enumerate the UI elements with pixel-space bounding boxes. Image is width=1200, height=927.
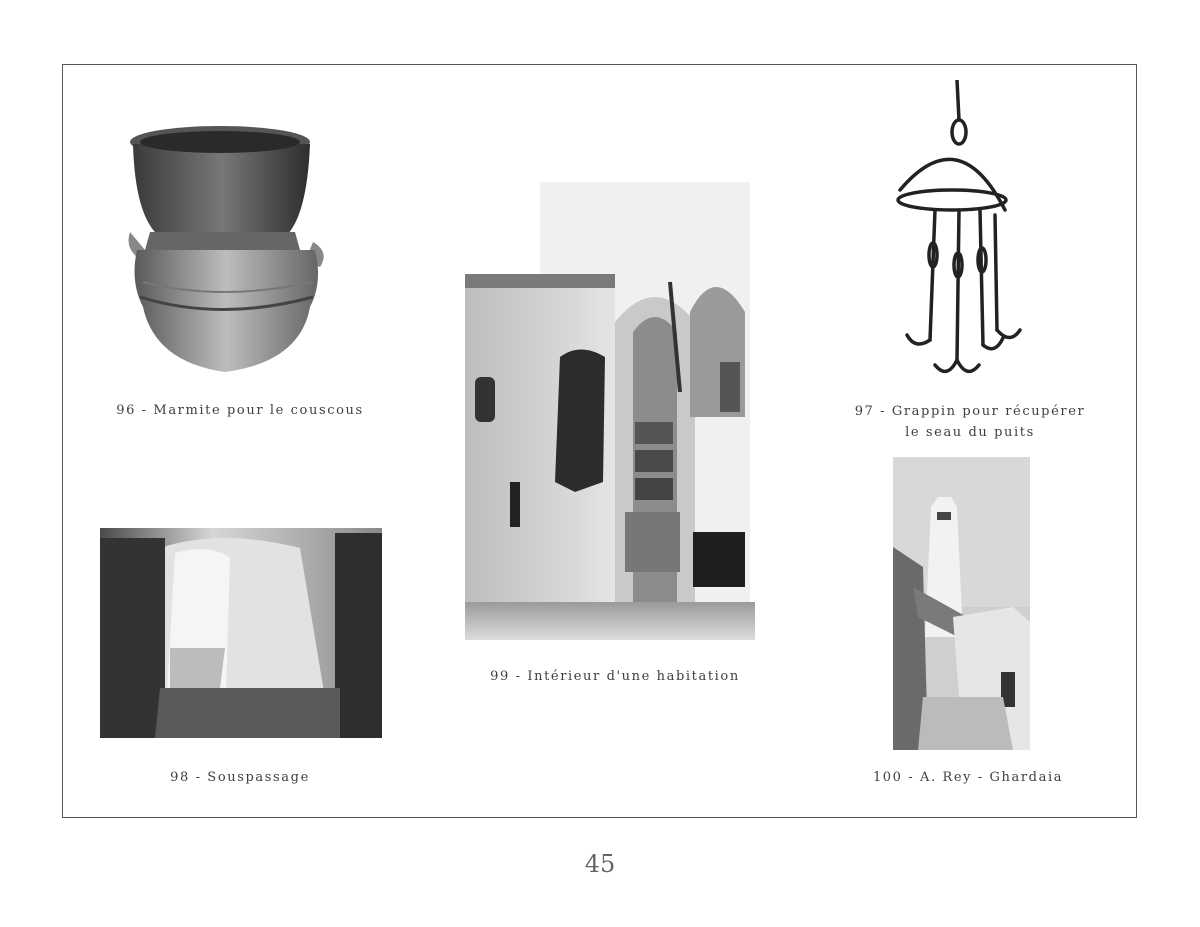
figure-98-image xyxy=(100,528,382,738)
figure-97-image xyxy=(895,80,1025,385)
figure-96-caption: 96 - Marmite pour le couscous xyxy=(116,403,364,418)
figure-97-caption: 97 - Grappin pour récupérer le seau du puits xyxy=(854,404,1086,440)
figure-99-caption: 99 - Intérieur d'une habitation xyxy=(490,669,740,684)
figure-100-caption: 100 - A. Rey - Ghardaia xyxy=(872,770,1064,785)
minaret-street-icon xyxy=(893,457,1030,750)
house-interior-icon xyxy=(465,182,755,640)
figure-96-image xyxy=(125,122,350,377)
page-number: 45 xyxy=(584,850,616,878)
figure-99-image xyxy=(465,182,755,640)
grapnel-icon xyxy=(895,80,1025,385)
underpass-icon xyxy=(100,528,382,738)
figure-100-image xyxy=(893,457,1030,750)
figure-98-caption: 98 - Souspassage xyxy=(170,770,310,785)
pot-icon xyxy=(125,122,350,377)
